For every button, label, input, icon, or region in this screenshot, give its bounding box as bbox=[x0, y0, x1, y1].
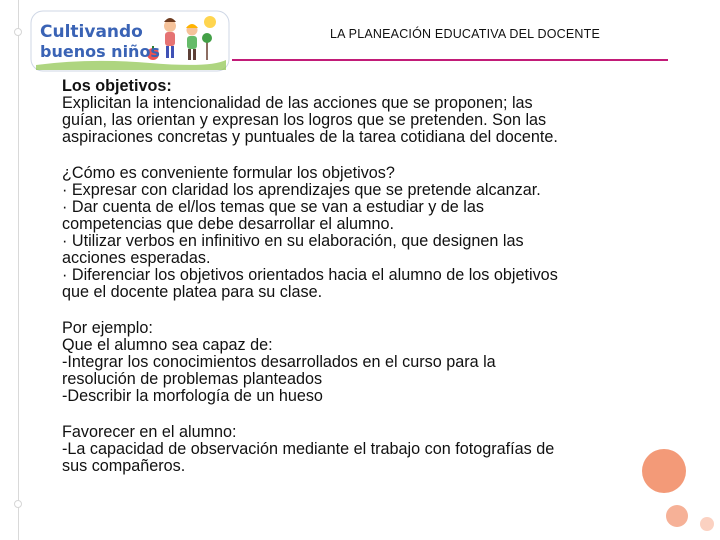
text-line: -Describir la morfología de un hueso bbox=[62, 387, 323, 405]
decorative-circle-small bbox=[700, 517, 714, 531]
text-line: Que el alumno sea capaz de: bbox=[62, 336, 273, 354]
logo-text-line1: Cultivando bbox=[40, 22, 143, 42]
header-title: LA PLANEACIÓN EDUCATIVA DEL DOCENTE bbox=[330, 27, 601, 41]
text-line: sus compañeros. bbox=[62, 457, 186, 475]
text-line: · Diferenciar los objetivos orientados hacia el alumno de los objetivos bbox=[62, 266, 558, 284]
favor-in-student-block bbox=[62, 424, 622, 475]
objectives-definition-block bbox=[62, 78, 622, 146]
text-line: -Integrar los conocimientos desarrollados en el curso para la bbox=[62, 353, 496, 371]
text-line: Explicitan la intencionalidad de las acciones que se proponen; las bbox=[62, 94, 533, 112]
header-underline bbox=[232, 59, 668, 61]
text-line: que el docente platea para su clase. bbox=[62, 283, 323, 301]
text-line: -La capacidad de observación mediante el trabajo con fotografías de bbox=[62, 440, 555, 458]
rule-dot-top bbox=[14, 28, 22, 36]
how-to-formulate-block bbox=[62, 165, 622, 301]
sun-icon bbox=[204, 16, 216, 28]
decorative-circle-medium bbox=[666, 505, 688, 527]
rule-dot-bottom bbox=[14, 500, 22, 508]
text-line: aspiraciones concretas y puntuales de la tarea cotidiana del docente. bbox=[62, 128, 558, 146]
text-line: resolución de problemas planteados bbox=[62, 370, 323, 388]
left-vertical-rule bbox=[18, 0, 19, 540]
text-line: Favorecer en el alumno: bbox=[62, 423, 237, 441]
text-line: Por ejemplo: bbox=[62, 319, 153, 337]
text-line: ¿Cómo es conveniente formular los objetivos? bbox=[62, 164, 395, 182]
slide-content bbox=[62, 78, 622, 494]
text-line: competencias que debe desarrollar el alumno. bbox=[62, 215, 395, 233]
cultivando-logo bbox=[30, 10, 230, 72]
text-line: · Expresar con claridad los aprendizajes que se pretende alcanzar. bbox=[62, 181, 541, 199]
objectives-heading: Los objetivos: bbox=[62, 77, 172, 95]
decorative-circle-large bbox=[642, 449, 686, 493]
text-line: · Utilizar verbos en infinitivo en su elaboración, que designen las bbox=[62, 232, 524, 250]
logo-text-line2: buenos niños bbox=[40, 42, 160, 61]
example-block bbox=[62, 320, 622, 405]
text-line: guían, las orientan y expresan los logros que se pretenden. Son las bbox=[62, 111, 547, 129]
text-line: acciones esperadas. bbox=[62, 249, 211, 267]
text-line: · Dar cuenta de el/los temas que se van a estudiar y de las bbox=[62, 198, 485, 216]
